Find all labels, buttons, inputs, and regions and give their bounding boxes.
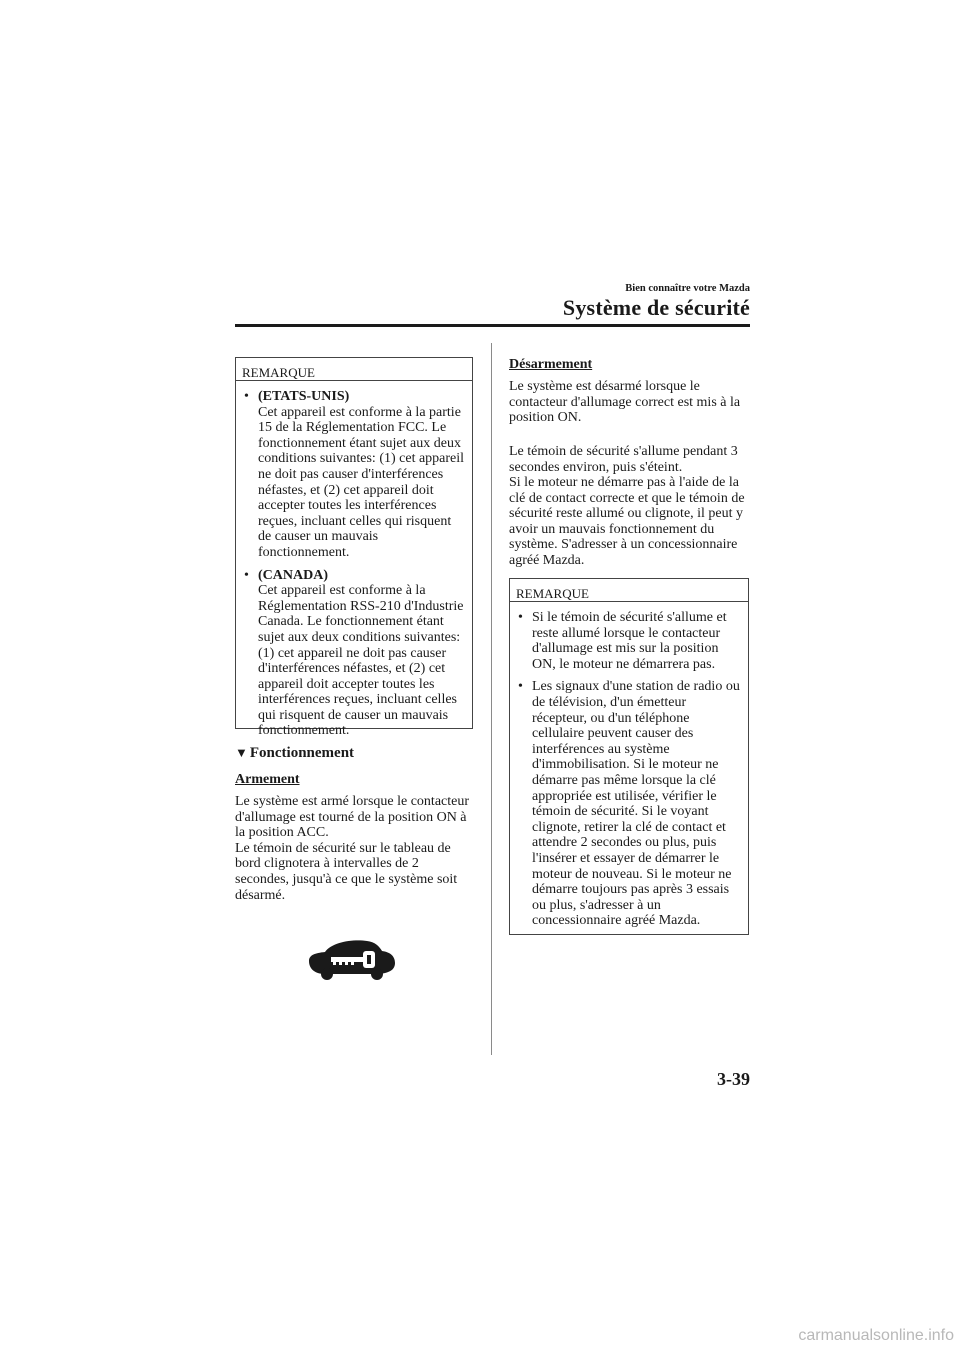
bullet-icon: • (518, 610, 523, 625)
note-item-usa (244, 389, 466, 561)
note-item-canada (244, 568, 466, 740)
disarming-heading: Désarmement (509, 357, 593, 372)
note-item-text: Cet appareil est conforme à la Réglementation RSS-210 d'Industrie Canada. Le fonctionnement étant sujet aux deux conditions suivantes: (1) cet appareil ne doit pas causer d'interférences néfastes, et (2) cet appareil doit accepter toutes les interférences reçues, incluant celles qui risquent de causer un mauvais fonctionnement. (258, 583, 464, 739)
triangle-marker-icon: ▼ (235, 745, 248, 760)
section-heading-label: Fonctionnement (249, 745, 355, 761)
bullet-icon: • (518, 679, 523, 695)
section-subtitle: Bien connaître votre Mazda (625, 283, 750, 294)
note-item-text: Si le témoin de sécurité s'allume et reste allumé lorsque le contacteur d'allumage est mis sur la position ON, le moteur ne démarrera pas. (532, 610, 727, 672)
note-box-left (235, 357, 473, 739)
warning-paragraph: Si le moteur ne démarre pas à l'aide de la clé de contact correcte et que le témoin de sécurité reste allumé ou clignote, il peut y avoir un mauvais fonctionnement du système. S'adresser à un concessionnaire agréé Mazda. (509, 475, 745, 568)
note-item-text: Les signaux d'une station de radio ou de télévision, d'un émetteur récepteur, ou d'un téléphone cellulaire peuvent causer des interférences au système d'immobilisation. Si le moteur ne démarre pas même lorsque la clé appropriée est utilisée, vérifier le témoin de sécurité. Si le voyant clignote, retirer la clé de contact et attendre 2 secondes ou plus, puis l'insérer et essayer de démarrer le moteur de nouveau. Si le moteur ne démarre toujours pas après 3 essais ou plus, s'adresser à un concessionnaire agréé Mazda. (532, 679, 740, 929)
note-list (510, 602, 748, 935)
bullet-icon: • (244, 389, 249, 404)
disarming-text-2: Le témoin de sécurité s'allume pendant 3 secondes environ, puis s'éteint. (509, 444, 738, 475)
watermark: carmanualsonline.info (798, 1327, 954, 1344)
note-item (518, 610, 742, 672)
note-title: REMARQUE (516, 586, 589, 601)
page-number: 3-39 (717, 1069, 750, 1089)
note-item (518, 679, 742, 929)
section-heading (235, 745, 354, 762)
arming-paragraph (235, 794, 475, 903)
arming-text: Le système est armé lorsque le contacteur d'allumage est tourné de la position ON à la position ACC. (235, 794, 470, 841)
note-box-right (509, 578, 749, 935)
car-key-security-icon (305, 936, 400, 989)
arming-heading: Armement (235, 772, 300, 787)
disarming-text: Le système est désarmé lorsque le contacteur d'allumage correct est mis à la position ON. (509, 379, 741, 426)
header-rule (235, 324, 750, 327)
bullet-icon: • (244, 567, 249, 583)
note-item-heading: (CANADA) (258, 567, 328, 583)
arming-text-2: Le témoin de sécurité sur le tableau de bord clignotera à intervalles de 2 secondes, jusqu'à ce que le système soit désarmé. (235, 840, 458, 903)
note-item-heading: (ETATS-UNIS) (258, 389, 350, 404)
note-title: REMARQUE (242, 365, 315, 380)
column-divider (491, 343, 492, 1055)
note-list (236, 381, 472, 745)
page-title: Système de sécurité (562, 295, 750, 320)
note-item-text: Cet appareil est conforme à la partie 15 de la Réglementation FCC. Le fonctionnement étant sujet aux deux conditions suivantes: (1) cet appareil ne doit pas causer d'interférences néfastes, et (2) cet appareil doit accepter toutes les interférences reçues, incluant celles qui risquent de causer un mauvais fonctionnement. (258, 404, 465, 560)
